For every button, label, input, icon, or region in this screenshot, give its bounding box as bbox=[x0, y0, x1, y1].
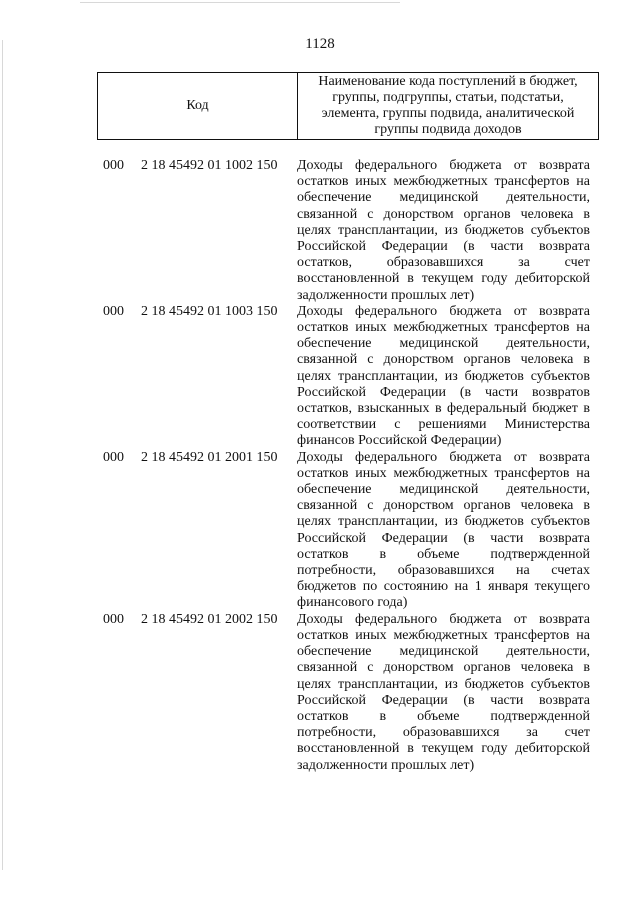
revenue-description: Доходы федерального бюджета от возврата остатков иных межбюджетных трансфертов на обеспечение медицинской деятельности, связанной с донорством органов человека в целях трансплантации, из бюджетов субъектов Российской Федерации (в части возврата остатков в объеме подтвержденной потребности, образовавшихся на счетах бюджетов по состоянию на 1 января текущего финансового года) bbox=[297, 449, 590, 611]
admin-code: 000 bbox=[103, 303, 124, 319]
table-header bbox=[97, 72, 599, 140]
page-number: 1128 bbox=[305, 36, 335, 52]
table-row bbox=[0, 450, 640, 612]
revenue-code: 2 18 45492 01 2002 150 bbox=[141, 611, 278, 627]
revenue-description: Доходы федерального бюджета от возврата остатков иных межбюджетных трансфертов на обеспечение медицинской деятельности, связанной с донорством органов человека в целях трансплантации, из бюджетов субъектов Российской Федерации (в части возвратов остатков, взысканных в федеральный бюджет в соответствии с решениями Министерства финансов Российской Федерации) bbox=[297, 303, 590, 449]
revenue-code: 2 18 45492 01 1002 150 bbox=[141, 158, 278, 173]
table-row bbox=[0, 158, 640, 304]
admin-code: 000 bbox=[103, 158, 124, 173]
header-code-column: Код bbox=[98, 73, 298, 139]
table-row bbox=[0, 612, 640, 774]
admin-code: 000 bbox=[103, 611, 124, 627]
table-row bbox=[0, 304, 640, 450]
revenue-description: Доходы федерального бюджета от возврата остатков иных межбюджетных трансфертов на обеспечение медицинской деятельности, связанной с донорством органов человека в целях трансплантации, из бюджетов субъектов Российской Федерации (в части возврата остатков, образовавшихся за счет восстановленной в текущем году дебиторской задолженности прошлых лет) bbox=[297, 158, 590, 303]
scan-edge-line-top bbox=[80, 2, 400, 3]
header-name-column: Наименование кода поступлений в бюджет, группы, подгруппы, статьи, подстатьи, элемента, группы подвида, аналитической группы подвида доходов bbox=[318, 74, 578, 137]
revenue-code: 2 18 45492 01 2001 150 bbox=[141, 449, 278, 465]
table-body bbox=[0, 158, 640, 774]
revenue-code: 2 18 45492 01 1003 150 bbox=[141, 303, 278, 319]
revenue-description: Доходы федерального бюджета от возврата остатков иных межбюджетных трансфертов на обеспечение медицинской деятельности, связанной с донорством органов человека в целях трансплантации, из бюджетов субъектов Российской Федерации (в части возврата остатков в объеме подтвержденной потребности, образовавшихся за счет восстановленной в текущем году дебиторской задолженности прошлых лет) bbox=[297, 611, 590, 773]
admin-code: 000 bbox=[103, 449, 124, 465]
